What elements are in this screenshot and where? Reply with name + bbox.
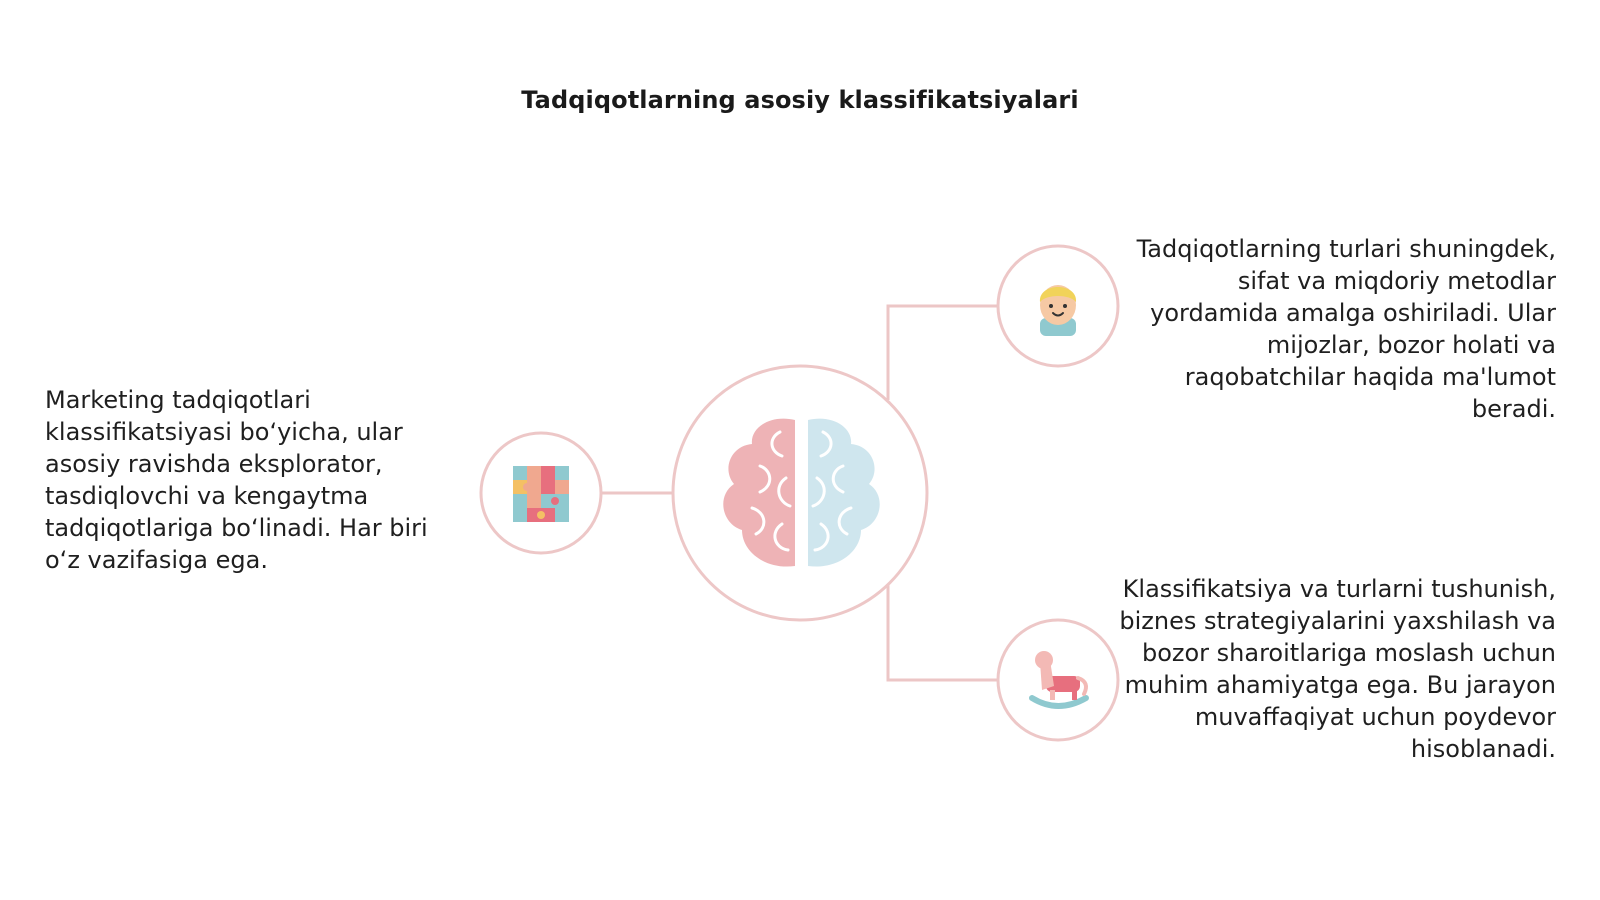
page-title: Tadqiqotlarning asosiy klassifikatsiyalari xyxy=(521,86,1079,114)
left-description: Marketing tadqiqotlari klassifikatsiyasi bo‘yicha, ular asosiy ravishda eksplorator, tasdiqlovchi va kengaytma tadqiqotlariga bo‘linadi. Har biri o‘z vazifasiga ega. xyxy=(45,386,428,574)
bottom-right-description: Klassifikatsiya va turlarni tushunish, biznes strategiyalarini yaxshilash va bozor sharoitlariga moslash uchun muhim ahamiyatga ega. Bu jarayon muvaffaqiyat uchun poydevor hisoblanadi. xyxy=(1119,575,1556,763)
bottom-right-node xyxy=(998,620,1118,740)
connector-bottom-right xyxy=(888,585,997,680)
left-node xyxy=(481,433,601,553)
connector-top-right xyxy=(888,306,997,400)
top-right-node xyxy=(998,246,1118,366)
child-face-icon xyxy=(1040,285,1076,336)
puzzle-icon xyxy=(513,466,569,522)
top-right-description: Tadqiqotlarning turlari shuningdek, sifat va miqdoriy metodlar yordamida amalga oshiriladi. Ular mijozlar, bozor holati va raqobatchilar haqida ma'lumot beradi. xyxy=(1136,235,1556,423)
center-node xyxy=(673,366,927,620)
